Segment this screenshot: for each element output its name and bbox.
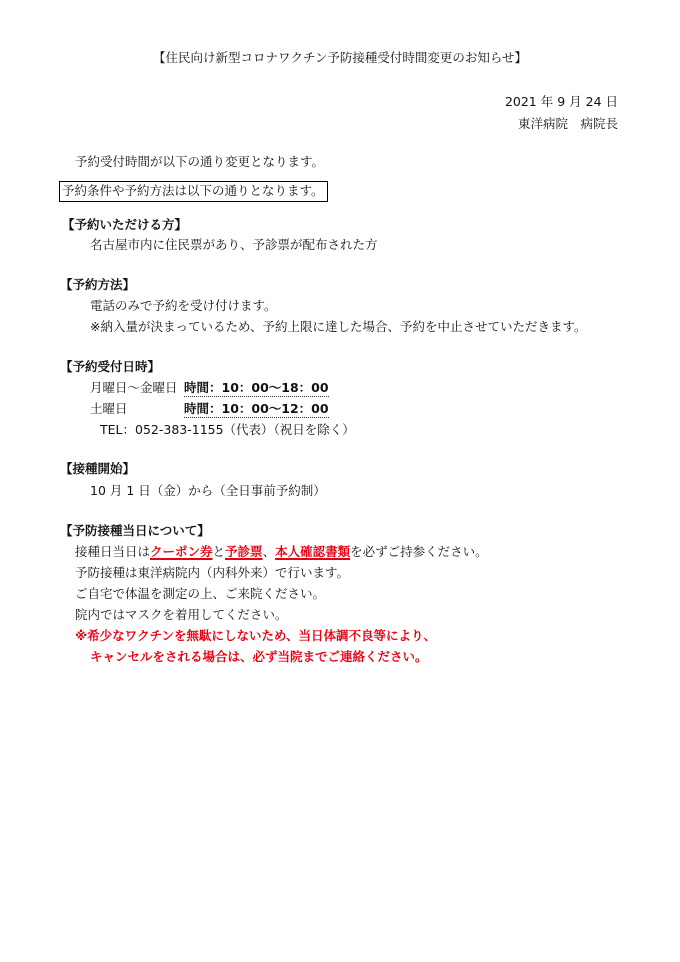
bring-items-line	[75, 546, 488, 559]
eligible-text: 名古屋市内に住民票があり、予診票が配布された方	[90, 237, 378, 252]
temperature-text: ご自宅で体温を測定の上、ご来院ください。	[75, 586, 326, 601]
conditions-notice: 予約条件や予約方法は以下の通りとなります。	[59, 181, 328, 202]
cancel-warning-1: ※希少なワクチンを無駄にしないため、当日体調不良等により、	[75, 628, 437, 643]
coupon-item: クーポン券	[150, 544, 213, 559]
id-document-item: 本人確認書類	[275, 544, 351, 559]
start-heading: 【接種開始】	[60, 461, 136, 476]
hours-heading: 【予約受付日時】	[60, 359, 161, 374]
intro-text: 予約受付時間が以下の通り変更となります。	[75, 154, 325, 169]
saturday-time: 時間：10：00～12：00	[184, 401, 329, 416]
start-text: 10 月 1 日（金）から（全日事前予約制）	[90, 483, 326, 498]
questionnaire-item: 予診票	[225, 544, 263, 559]
bring-text-2: と	[212, 544, 226, 559]
method-heading: 【予約方法】	[60, 277, 136, 292]
issuer: 東洋病院 病院長	[517, 116, 618, 131]
bring-text-4: を必ずご持参ください。	[350, 544, 488, 559]
weekday-label: 月曜日～金曜日	[90, 380, 178, 395]
mask-text: 院内ではマスクを着用してください。	[75, 607, 288, 622]
saturday-label: 土曜日	[90, 401, 128, 416]
cancel-warning-2: キャンセルをされる場合は、必ず当院までご連絡ください。	[90, 649, 428, 664]
method-note: ※納入量が決まっているため、予約上限に達した場合、予約を中止させていただきます。	[90, 319, 587, 334]
day-of-heading: 【予防接種当日について】	[60, 523, 210, 538]
weekday-time: 時間：10：00～18：00	[184, 380, 329, 395]
date: 2021 年 9 月 24 日	[504, 94, 618, 109]
page-title: 【住民向け新型コロナワクチン予防接種受付時間変更のお知らせ】	[152, 50, 527, 65]
bring-text-1: 接種日当日は	[75, 544, 151, 559]
location-text: 予防接種は東洋病院内（内科外来）で行います。	[75, 565, 350, 580]
eligible-heading: 【予約いただける方】	[62, 217, 188, 232]
method-text: 電話のみで予約を受け付けます。	[90, 298, 277, 313]
phone-number: TEL：052-383-1155（代表）（祝日を除く）	[100, 422, 355, 437]
bring-text-3: 、	[262, 544, 276, 559]
